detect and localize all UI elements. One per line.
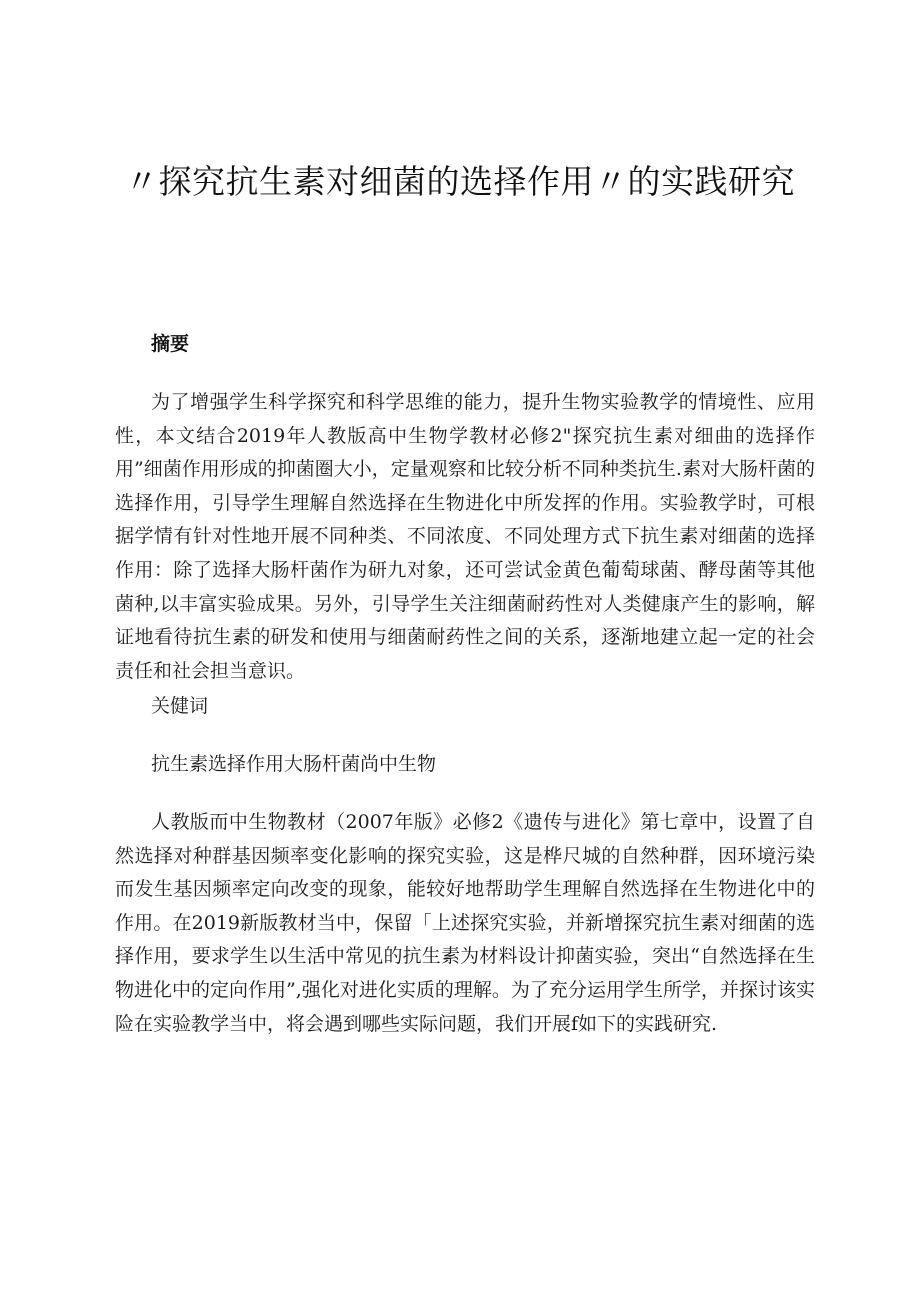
abstract-heading: 摘要: [151, 333, 190, 355]
keywords-text: 抗生素选择作用大肠杆菌尚中生物: [151, 753, 437, 775]
document-title: 〃探究抗生素对细菌的选择作用〃的实践研究: [125, 162, 795, 201]
abstract-paragraph: 为了增强学生科学探究和科学思维的能力，提升生物实验教学的情境性、应用性，本文结合2019年人教版高中生物学教材必修2"探究抗生素对细曲的选择作用”细菌作用形成的抑菌圈大小，定量观察和比较分析不同种类抗生.素对大肠杆菌的选择作用，引导学生理解自然选择在生物进化中所发挥的作用。实验教学时，可根据学情有针对性地开展不同种类、不同浓度、不同处理方式下抗生素对细菌的选择作用：除了选择大肠杆菌作为研九对象，还可尝试金黄色葡萄球菌、酵母菌等其他菌种,以丰富实验成果。另外，引导学生关注细菌耐药性对人类健康产生的影响，解证地看待抗生素的研发和使用与细菌耐药性之间的关系，逐渐地建立起一定的社会责任和社会担当意识。: [115, 391, 815, 682]
keywords-label: 关健词: [151, 695, 209, 717]
body-paragraph: 人教版而中生物教材（2007年版》必修2《遗传与进化》第七章中，设置了自然选择对种群基因频率变化影响的探究实验，这是桦尺城的自然种群，因环境污染而发生基因频率定向改变的现象，能较好地帮助学生理解自然选择在生物进化中的作用。在2019新版教材当中，保留「上述探究实验，并新增探究抗生素对细菌的选择作用，要求学生以生活中常见的抗生素为材料设计抑菌实验，突出“自然选择在生物进化中的定向作用”,强化对进化实质的理解。为了充分运用学生所学，并探讨该实险在实验教学当中，将会遇到哪些实际问题，我们开展f如下的实践研究.: [115, 811, 815, 1035]
